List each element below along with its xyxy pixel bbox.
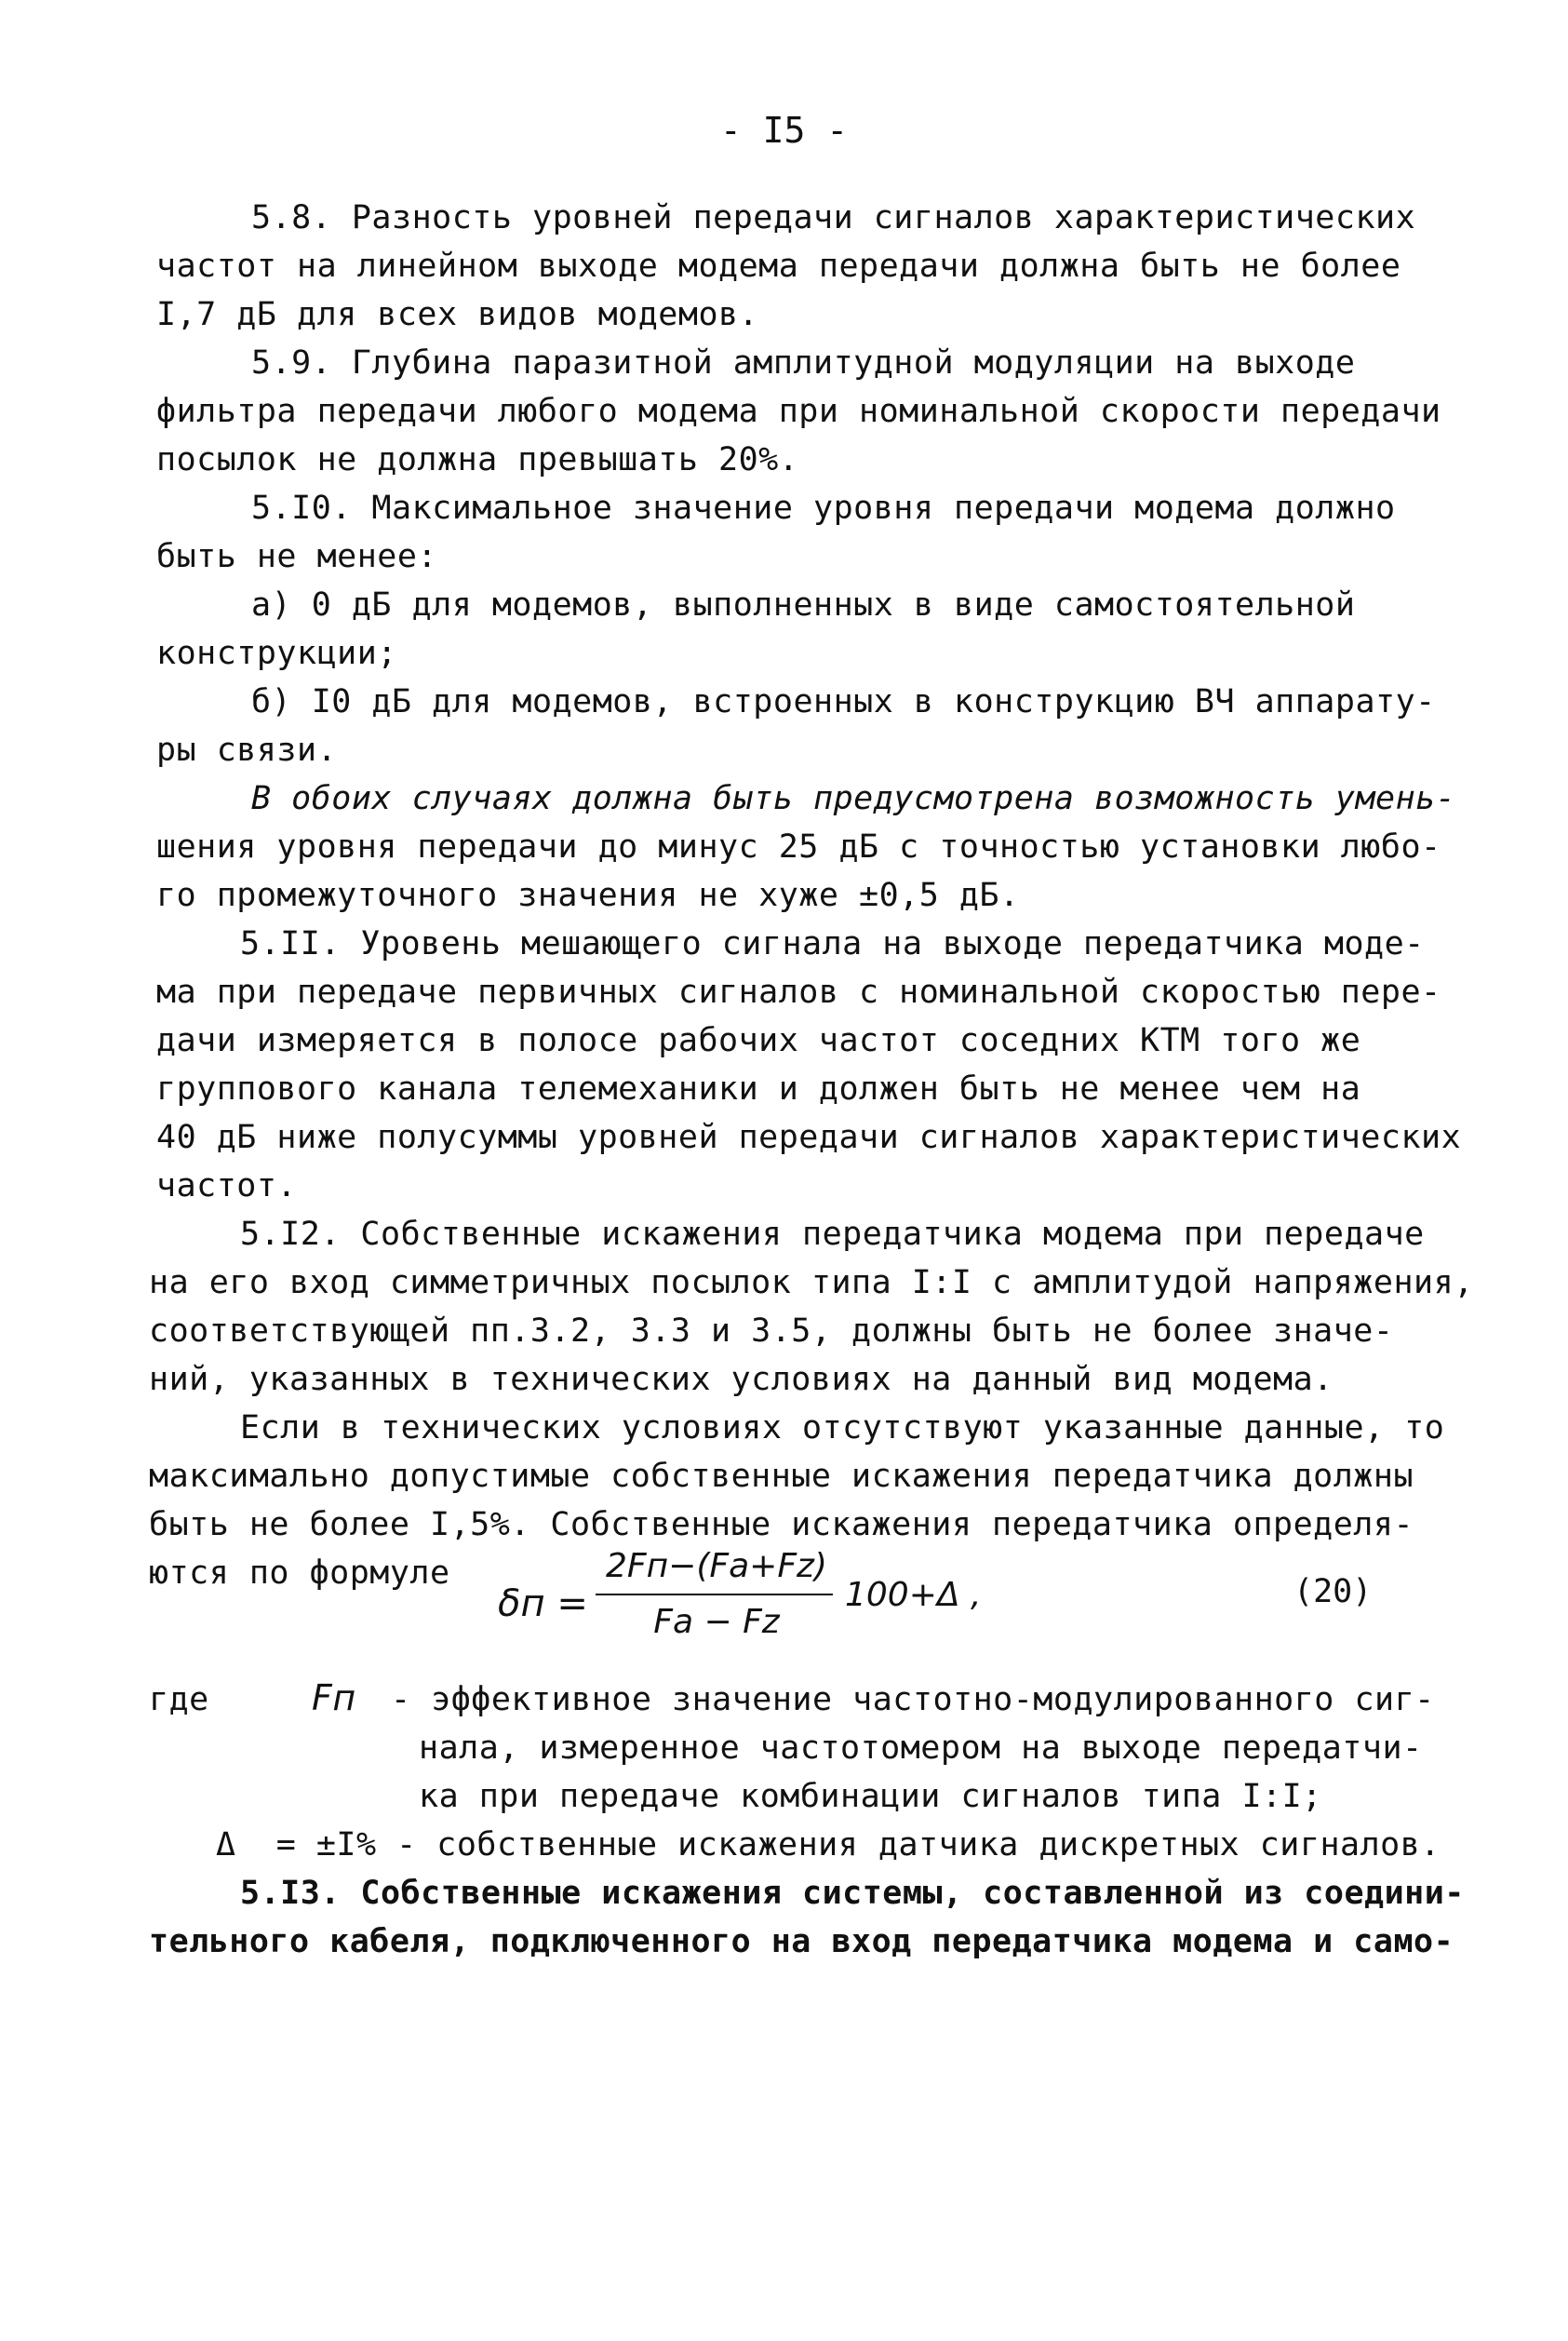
formula-tail: 100+Δ , [845,1576,982,1614]
text-line: конструкции; [156,635,397,672]
text-line: тельного кабеля, подключенного на вход передатчика модема и само- [149,1923,1454,1960]
text-line: максимально допустимые собственные искажения передатчика должны [149,1458,1414,1495]
text-line: 5.9. Глубина паразитной амплитудной модуляции на выходе [251,344,1356,382]
text-line: 5.I0. Максимальное значение уровня передачи модема должно [251,490,1396,527]
text-line: I,7 дБ для всех видов модемов. [156,296,759,333]
text-line: 5.I2. Собственные искажения передатчика модема при передаче [240,1216,1425,1253]
text-line: посылок не должна превышать 20%. [156,441,799,478]
text-line: ры связи. [156,732,338,769]
delta-line: Δ = ±I% - собственные искажения датчика дискретных сигналов. [216,1826,1441,1863]
text-line: 5.II. Уровень мешающего сигнала на выходе передатчика моде- [240,925,1425,962]
text-line: ются по формуле [149,1554,450,1592]
text-line: дачи измеряется в полосе рабочих частот соседних КТМ того же [156,1022,1361,1059]
formula-lhs: δп = [498,1582,588,1625]
text-line: частот на линейном выходе модема передачи должна быть не более [156,248,1401,285]
text-line: В обоих случаях должна быть предусмотрена возможность умень- [251,780,1456,817]
text-line: быть не менее: [156,538,438,575]
page-number: - I5 - [719,110,849,151]
where-desc-line: ка при передаче комбинации сигналов типа I:I; [419,1778,1322,1815]
text-line: частот. [156,1167,298,1204]
text-line: ма при передаче первичных сигналов с номинальной скоростью пере- [156,974,1441,1011]
where-word: где [149,1681,209,1718]
text-line: ний, указанных в технических условиях на данный вид модема. [149,1361,1333,1398]
text-line: б) I0 дБ для модемов, встроенных в конструкцию ВЧ аппарату- [251,683,1436,720]
fraction-bar [596,1594,833,1595]
text-line: го промежуточного значения не хуже ±0,5 дБ. [156,877,1020,914]
text-line: а) 0 дБ для модемов, выполненных в виде самостоятельной [251,586,1356,624]
text-line: группового канала телемеханики и должен быть не менее чем на [156,1070,1361,1108]
text-line: 5.8. Разность уровней передачи сигналов характеристических [251,199,1416,236]
where-desc-line: - эффективное значение частотно-модулированного сиг- [391,1681,1435,1718]
text-line: на его вход симметричных посылок типа I:I с амплитудой напряжения, [149,1264,1474,1301]
text-line: 40 дБ ниже полусуммы уровней передачи сигналов характеристических [156,1119,1462,1156]
text-line: шения уровня передачи до минус 25 дБ с точностью установки любо- [156,828,1441,866]
text-line: быть не более I,5%. Собственные искажения передатчика определя- [149,1506,1414,1543]
formula-denominator: Fа − Fz [653,1603,780,1641]
text-line: 5.I3. Собственные искажения системы, составленной из соедини- [240,1875,1465,1912]
formula-numerator: 2Fп−(Fа+Fz) [606,1547,827,1585]
text-line: Если в технических условиях отсутствуют указанные данные, то [240,1409,1445,1446]
text-line: соответствующей пп.3.2, 3.3 и 3.5, должны быть не более значе- [149,1312,1394,1350]
text-line: фильтра передачи любого модема при номинальной скорости передачи [156,393,1441,430]
where-symbol: Fп [312,1677,356,1718]
equation-number: (20) [1293,1573,1373,1610]
where-desc-line: нала, измеренное частотомером на выходе передатчи- [419,1729,1423,1767]
